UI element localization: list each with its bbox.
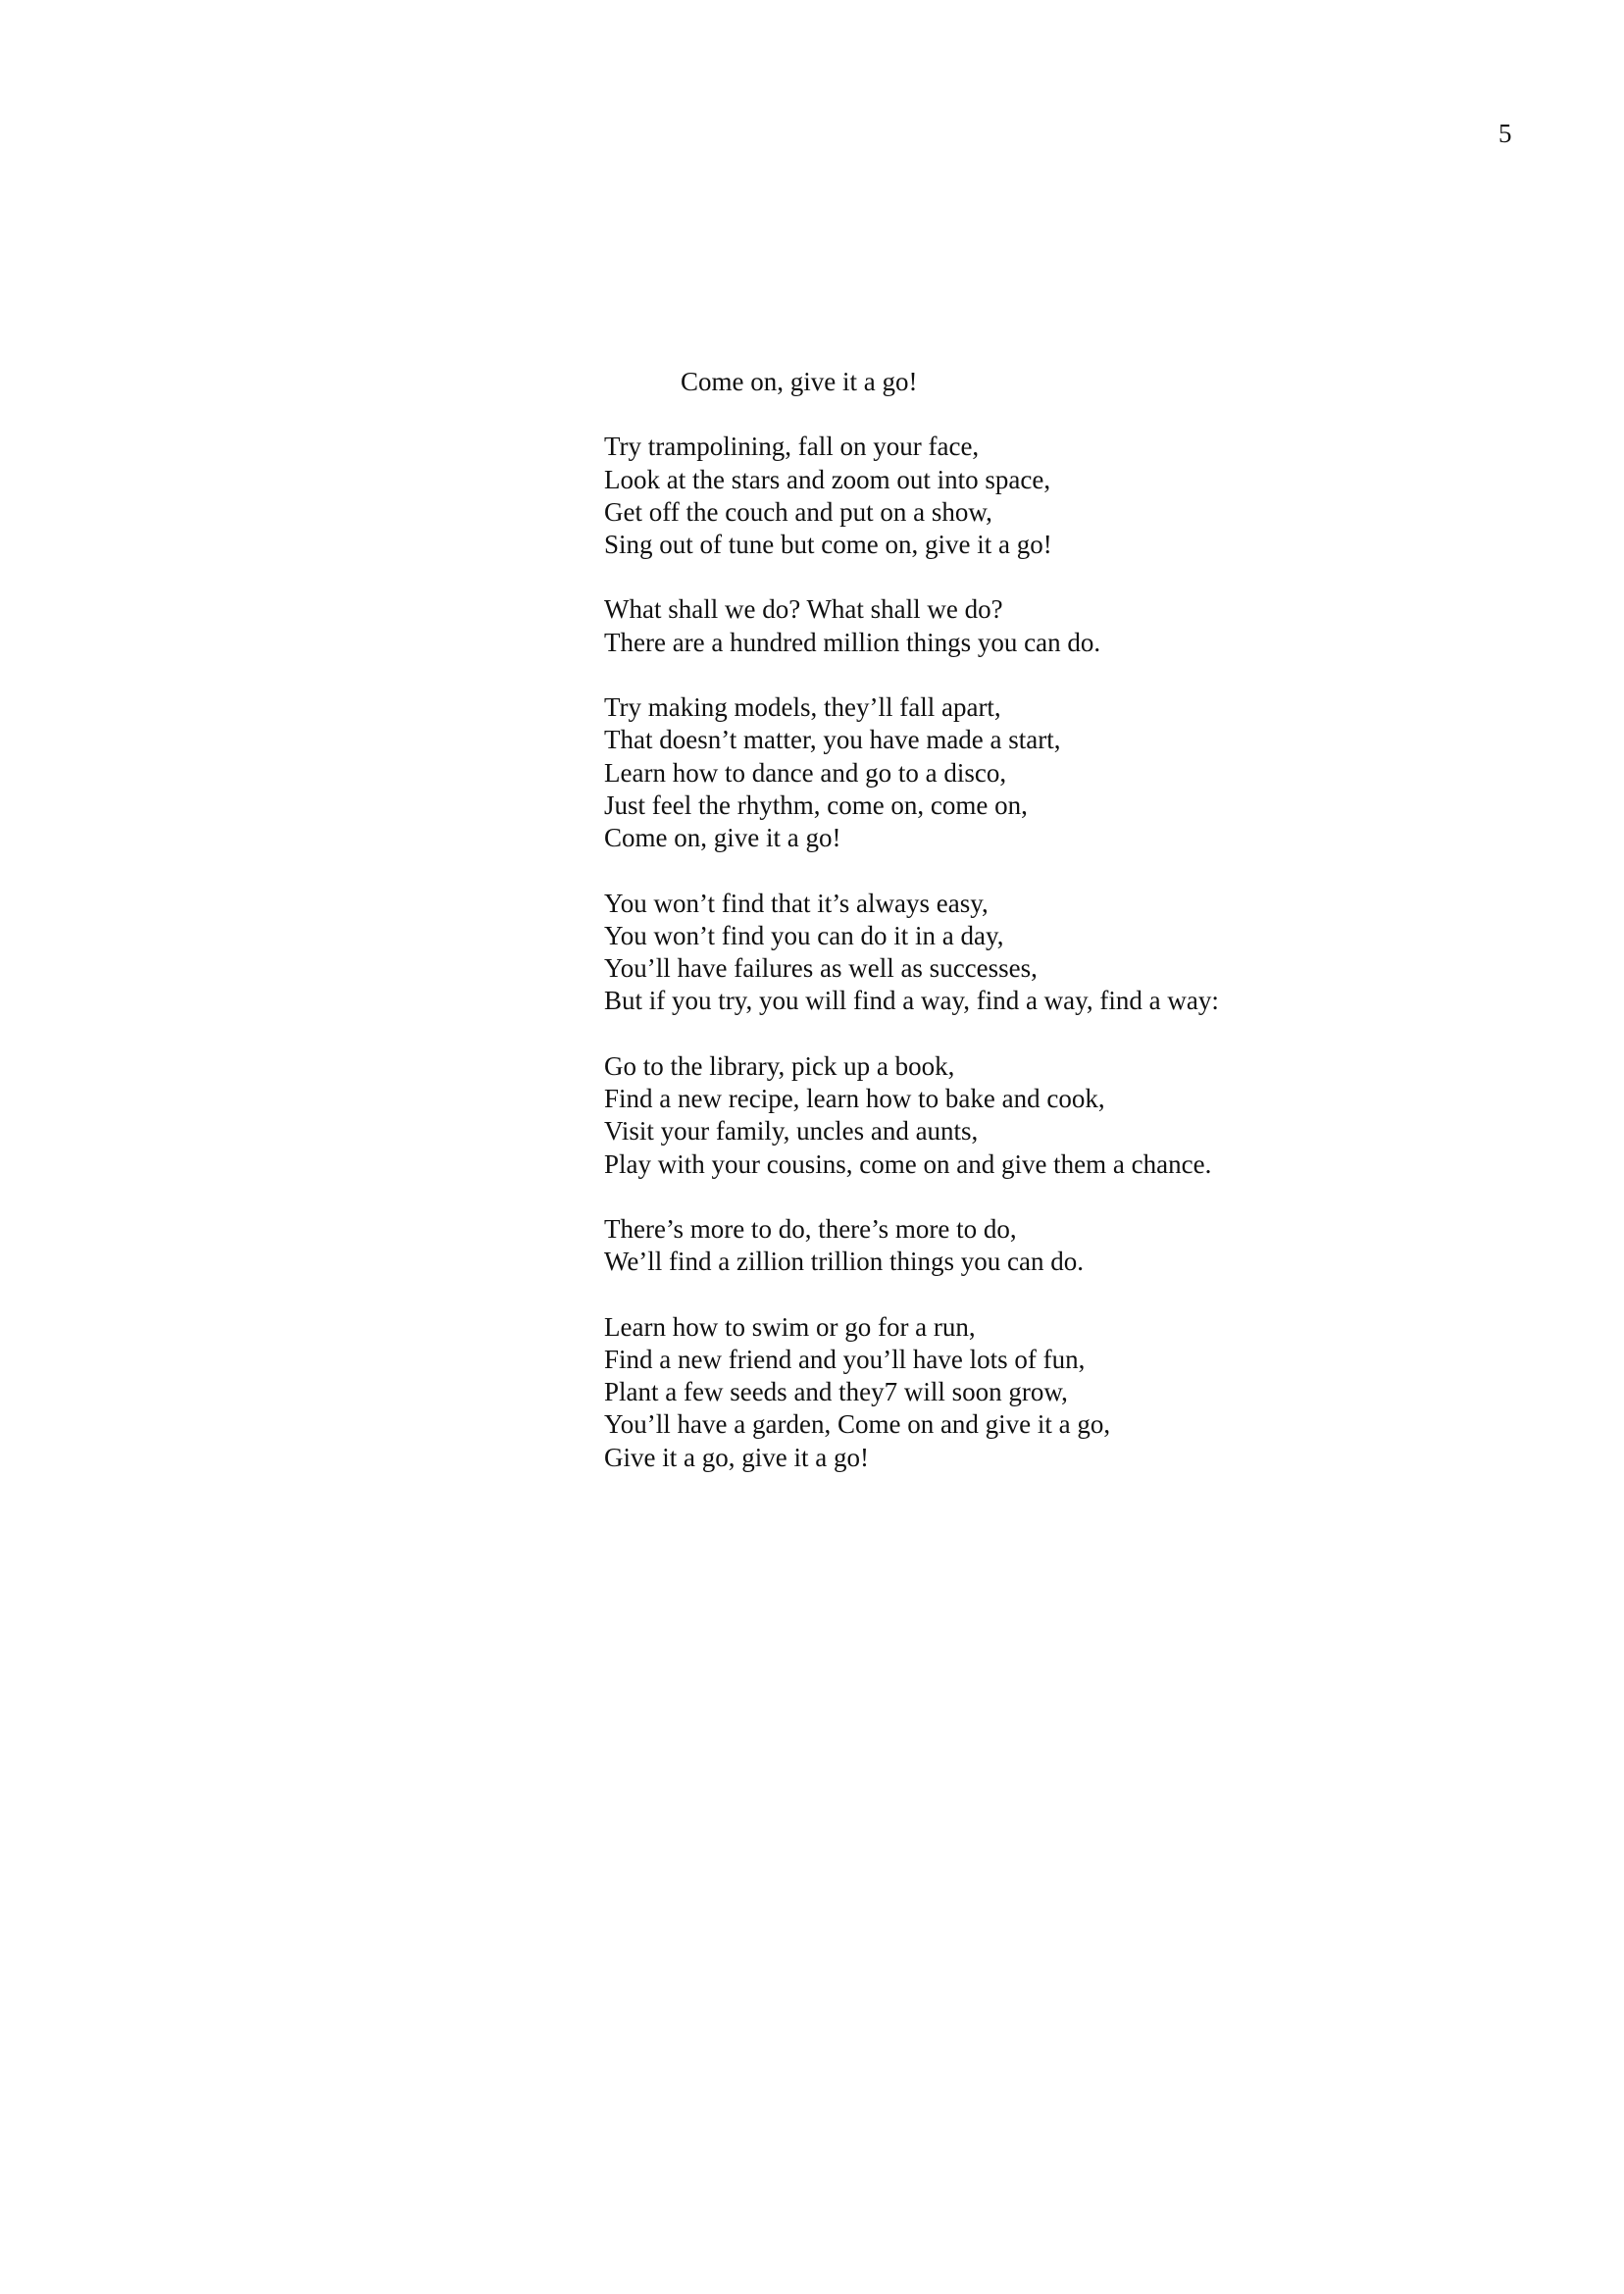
poem-line: You won’t find that it’s always easy,	[604, 888, 989, 918]
stanza-1	[604, 431, 1487, 561]
poem-line: Look at the stars and zoom out into space,	[604, 464, 1051, 494]
poem-line: You’ll have failures as well as successes,	[604, 953, 1038, 984]
stanza-5	[604, 1050, 1487, 1181]
poem-line: Get off the couch and put on a show,	[604, 496, 992, 527]
stanza-6	[604, 1213, 1487, 1279]
poem-line: We’ll find a zillion trillion things you can do.	[604, 1247, 1084, 1277]
poem-line: Try trampolining, fall on your face,	[604, 432, 980, 462]
poem-line: You’ll have a garden, Come on and give it a go,	[604, 1409, 1111, 1440]
poem-line: There are a hundred million things you can do.	[604, 627, 1101, 657]
poem-line: Play with your cousins, come on and give them a chance.	[604, 1148, 1212, 1179]
poem-line: Come on, give it a go!	[604, 823, 841, 853]
poem-line: What shall we do? What shall we do?	[604, 594, 1003, 625]
stanza-2	[604, 593, 1487, 659]
poem-line: That doesn’t matter, you have made a start,	[604, 725, 1061, 755]
poem-line: Give it a go, give it a go!	[604, 1442, 869, 1472]
poem-line: But if you try, you will find a way, find a way, find a way:	[604, 986, 1219, 1016]
stanza-7	[604, 1311, 1487, 1474]
poem-line: There’s more to do, there’s more to do,	[604, 1213, 1017, 1244]
poem-line: Learn how to dance and go to a disco,	[604, 757, 1007, 788]
poem	[604, 366, 1487, 1506]
poem-line: Go to the library, pick up a book,	[604, 1050, 955, 1081]
poem-line: You won’t find you can do it in a day,	[604, 920, 1004, 950]
poem-line: Find a new friend and you’ll have lots of fun,	[604, 1344, 1086, 1374]
poem-line: Try making models, they’ll fall apart,	[604, 692, 1001, 723]
poem-title: Come on, give it a go!	[681, 367, 918, 396]
poem-line: Sing out of tune but come on, give it a go!	[604, 530, 1052, 560]
stanza-4	[604, 888, 1487, 1018]
poem-line: Just feel the rhythm, come on, come on,	[604, 790, 1028, 820]
stanza-3	[604, 691, 1487, 854]
poem-line: Plant a few seeds and they7 will soon grow,	[604, 1377, 1068, 1407]
poem-line: Learn how to swim or go for a run,	[604, 1311, 976, 1342]
page-number: 5	[1498, 119, 1512, 148]
poem-line: Find a new recipe, learn how to bake and cook,	[604, 1084, 1105, 1114]
poem-line: Visit your family, uncles and aunts,	[604, 1116, 979, 1147]
